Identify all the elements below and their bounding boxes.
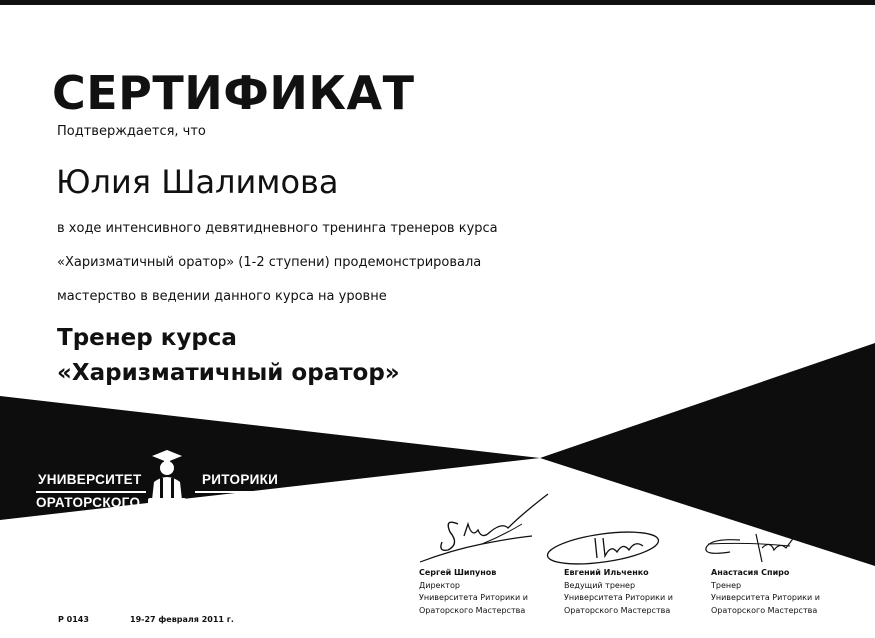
logo-word-2: РИТОРИКИ: [202, 472, 279, 487]
certificate-dates: 19-27 февраля 2011 г.: [130, 615, 234, 624]
signatory-1-role: Директор: [419, 580, 460, 590]
signatory-2-org2: Ораторского Мастерства: [564, 605, 671, 615]
signatory-1-name: Сергей Шипунов: [419, 568, 497, 577]
logo-word-1: УНИВЕРСИТЕТ: [38, 472, 142, 487]
graduate-orator-icon: [142, 448, 192, 512]
signature-1: [412, 488, 562, 568]
signatory-1: [419, 567, 528, 617]
signature-2: [545, 528, 665, 568]
confirm-text: Подтверждается, что: [57, 124, 206, 139]
certificate-title: СЕРТИФИКАТ: [52, 66, 415, 120]
body-line-2: «Харизматичный оратор» (1-2 ступени) продемонстрировала: [57, 255, 482, 270]
level-line-2: «Харизматичный оратор»: [57, 360, 400, 386]
body-line-3: мастерство в ведении данного курса на уровне: [57, 289, 387, 304]
signatory-2-name: Евгений Ильченко: [564, 568, 649, 577]
signatory-3-role: Тренер: [711, 580, 742, 590]
certificate-number: Р 0143: [58, 615, 89, 624]
logo-rule-left: [36, 491, 146, 493]
signatory-3-org2: Ораторского Мастерства: [711, 605, 818, 615]
logo-word-4: МАСТЕРСТВА: [195, 495, 291, 510]
logo-rule-right: [195, 491, 290, 493]
university-logo: [30, 448, 295, 518]
signatory-3: [711, 567, 820, 617]
signatory-3-name: Анастасия Спиро: [711, 568, 790, 577]
recipient-name: Юлия Шалимова: [56, 163, 339, 201]
signatory-1-org2: Ораторского Мастерства: [419, 605, 526, 615]
signatory-2: [564, 567, 673, 617]
top-border: [0, 0, 875, 5]
signatory-1-org1: Университета Риторики и: [419, 593, 528, 602]
level-line-1: Тренер курса: [57, 325, 237, 351]
signatory-2-role: Ведущий тренер: [564, 580, 636, 590]
logo-word-3: ОРАТОРСКОГО: [36, 495, 141, 510]
signatory-2-org1: Университета Риторики и: [564, 593, 673, 602]
signature-3: [700, 528, 810, 568]
body-line-1: в ходе интенсивного девятидневного тренинга тренеров курса: [57, 221, 498, 236]
signatory-3-org1: Университета Риторики и: [711, 593, 820, 602]
